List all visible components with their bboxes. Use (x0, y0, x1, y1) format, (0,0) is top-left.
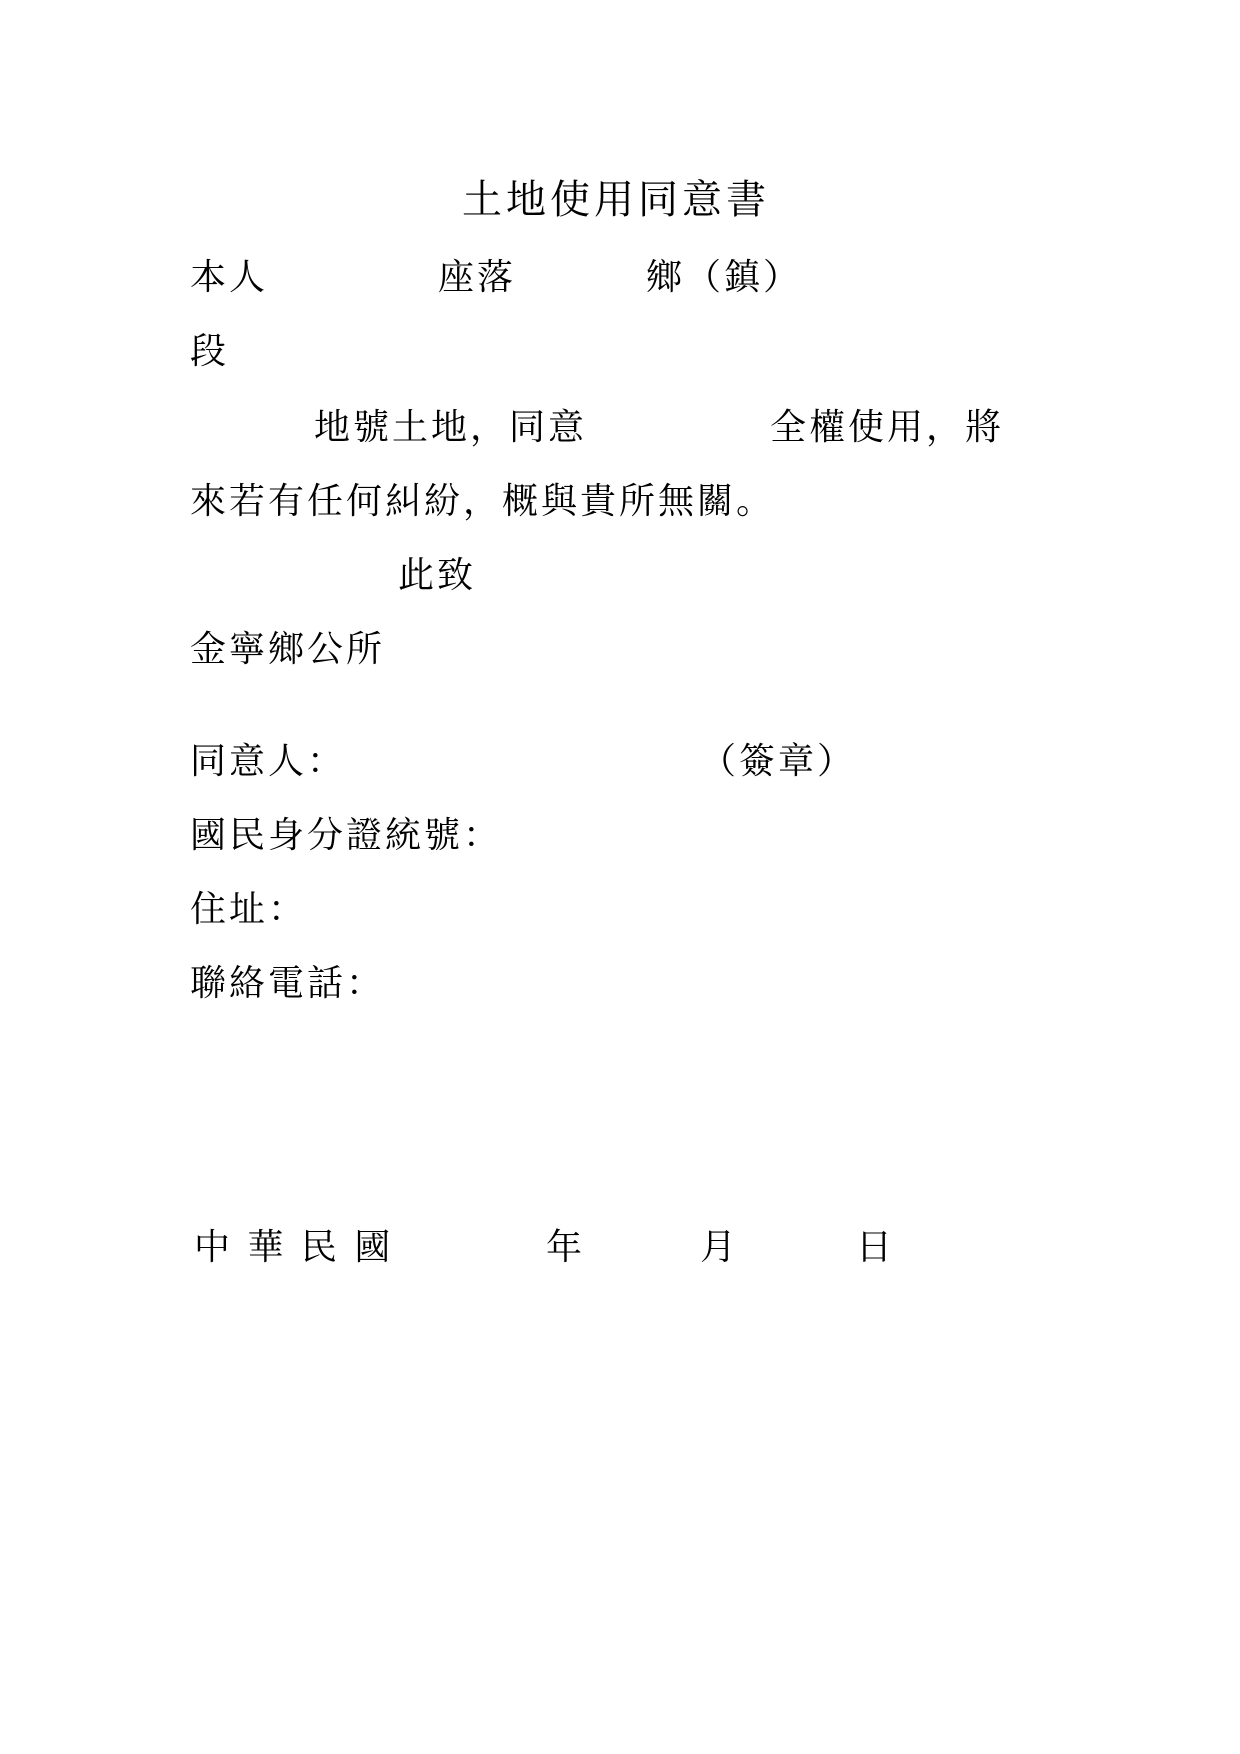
township-label: 鄉（鎮） (646, 257, 803, 298)
date-month-label: 月 (700, 1227, 740, 1268)
dispute-clause: 來若有任何糾紛，概與貴所無關。 (190, 481, 776, 522)
section-label: 段 (190, 331, 230, 372)
id-number-label: 國民身分證統號： (190, 815, 503, 856)
recipient: 金寧鄉公所 (190, 629, 386, 670)
date-era: 中 華 民 國 (194, 1227, 394, 1268)
salutation: 此致 (398, 555, 477, 596)
lot-consent-text: 地號土地，同意 (314, 407, 588, 448)
consenter-label: 同意人： (190, 741, 347, 782)
phone-label: 聯絡電話： (190, 963, 386, 1004)
full-use-text: 全權使用，將 (770, 407, 1005, 448)
address-label: 住址： (190, 889, 308, 930)
document-title: 土地使用同意書 (462, 177, 770, 223)
date-day-label: 日 (856, 1227, 896, 1268)
located-label: 座落 (438, 257, 517, 298)
owner-label: 本人 (190, 257, 269, 298)
seal-label: （簽章） (700, 741, 857, 782)
date-year-label: 年 (546, 1227, 586, 1268)
